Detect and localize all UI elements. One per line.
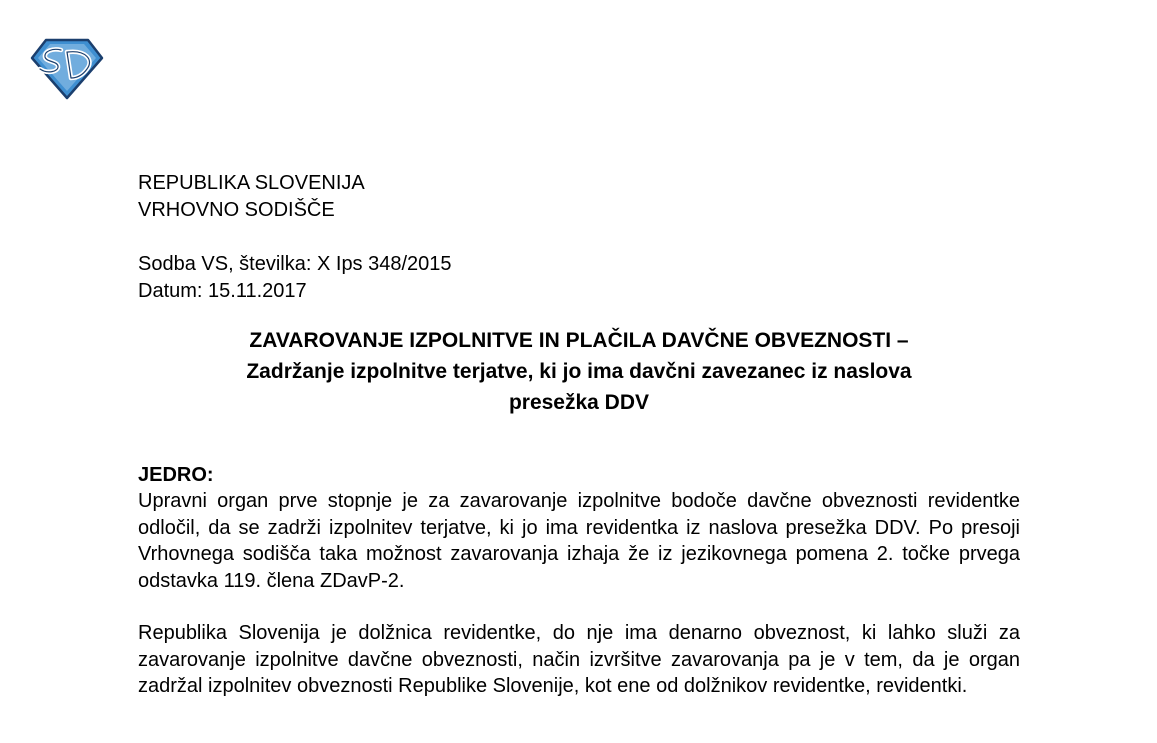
court-country: REPUBLIKA SLOVENIJA	[138, 172, 365, 194]
decision-date: Datum: 15.11.2017	[138, 280, 307, 302]
jedro-paragraph-1: Upravni organ prve stopnje je za zavarovanje izpolnitve bodoče davčne obveznosti revidentke odločil, da se zadrži izpolnitev terjatve, ki jo ima revidentka iz naslova presežka DDV. Po presoji Vrhovnega sodišča taka možnost zavarovanja izhaja že iz jezikovnega pomena 2. točke prvega odstavka 119. člena ZDavP-2.	[138, 490, 1020, 592]
sd-logo-icon	[30, 38, 104, 100]
jedro-heading: JEDRO:	[138, 464, 214, 486]
title-line-1: ZAVAROVANJE IZPOLNITVE IN PLAČILA DAVČNE OBVEZNOSTI –	[249, 329, 909, 352]
document-title	[138, 325, 1020, 418]
title-line-2: Zadržanje izpolnitve terjatve, ki jo ima davčni zavezanec iz naslova	[246, 360, 912, 383]
case-number: Sodba VS, številka: X Ips 348/2015	[138, 253, 452, 275]
title-line-3: presežka DDV	[508, 391, 650, 414]
jedro-paragraph-2: Republika Slovenija je dolžnica revidentke, do nje ima denarno obveznost, ki lahko služi za zavarovanje izpolnitve davčne obveznosti, način izvršitve zavarovanja pa je v tem, da je organ zadržal izpolnitev obveznosti Republike Slovenije, kot ene od dolžnikov revidentke, revidentki.	[138, 622, 1020, 697]
court-name: VRHOVNO SODIŠČE	[138, 199, 335, 221]
document-body	[138, 170, 1020, 700]
